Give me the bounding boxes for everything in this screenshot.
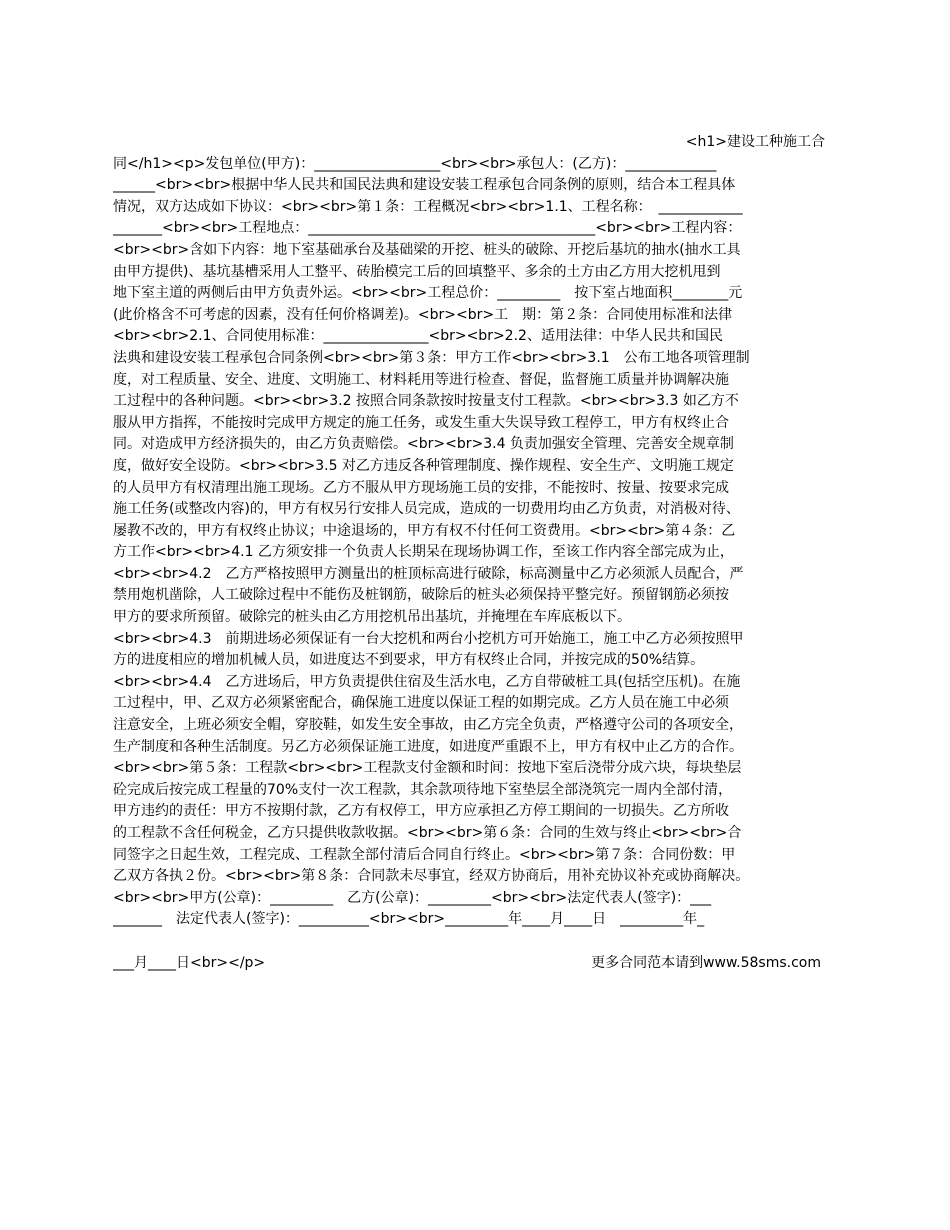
text-line: 服从甲方指挥，不能按时完成甲方规定的施工任务，或发生重大失误导致工程停工，甲方有权终止合 bbox=[113, 414, 729, 431]
text-line: 屡教不改的，甲方有权终止协议；中途退场的，甲方有权不付任何工资费用。<br><br>第４条：乙 bbox=[113, 522, 736, 539]
text-line: 同签字之日起生效，工程完成、工程款全部付清后合同自行终止。<br><br>第７条：合同份数：甲 bbox=[113, 846, 736, 863]
text-line: 的人员甲方有权清理出施工现场。乙方不服从甲方现场施工员的安排，不能按时、按量、按要求完成 bbox=[113, 479, 729, 496]
text-line bbox=[113, 931, 837, 953]
text-line: 生产制度和各种生活制度。另乙方必须保证施工进度，如进度严重跟不上，甲方有权中止乙方的合作。 bbox=[113, 738, 743, 755]
text-line: 注意安全，上班必须安全帽，穿胶鞋，如发生安全事故，由乙方完全负责，严格遵守公司的各项安全， bbox=[113, 717, 743, 734]
text-line: <br><br>含如下内容：地下室基础承台及基础梁的开挖、桩头的破除、开挖后基坑的抽水(抽水工具 bbox=[113, 241, 741, 258]
text-line: 情况，双方达成如下协议：<br><br>第１条：工程概况<br><br>1.1、工程名称： ____________ bbox=[113, 198, 743, 215]
text-line: 方的进度相应的增加机械人员，如进度达不到要求，甲方有权终止合同，并按完成的50%结算。 bbox=[113, 652, 705, 669]
text-line: 度，对工程质量、安全、进度、文明施工、材料耗用等进行检查、督促，监督施工质量并协调解决施 bbox=[113, 371, 729, 388]
text-line: 甲方的要求所预留。破除完的桩头由乙方用挖机吊出基坑，并掩埋在车库底板以下。 bbox=[113, 609, 631, 626]
text-line: <br><br>4.4 乙方进场后，甲方负责提供住宿及生活水电，乙方自带破桩工具(包括空压机)。在施 bbox=[113, 673, 741, 690]
text-line: 的工程款不含任何税金，乙方只提供收款收据。<br><br>第６条：合同的生效与终止<br><br>合 bbox=[113, 825, 742, 841]
text-line: 砼完成后按完成工程量的70%支付一次工程款，其余款项待地下室垫层全部浇筑完一周内全部付清， bbox=[113, 781, 733, 798]
text-line: 禁用炮机凿除，人工破除过程中不能伤及桩钢筋，破除后的桩头必须保持平整完好。预留钢筋必须按 bbox=[113, 587, 729, 604]
text-line: <br><br>第５条：工程款<br><br>工程款支付金额和时间：按地下室后浇带分成六块，每块垫层 bbox=[113, 760, 742, 777]
text-line: <br><br>4.3 前期进场必须保证有一台大挖机和两台小挖机方可开始施工，施工中乙方必须按照甲 bbox=[113, 630, 744, 647]
text-line: 工过程中的各种问题。<br><br>3.2 按照合同条款按时按量支付工程款。<br><br>3.3 如乙方不 bbox=[113, 393, 739, 410]
text-line: 度，做好安全设防。<br><br>3.5 对乙方违反各种管理制度、操作规程、安全生产、文明施工规定 bbox=[113, 457, 734, 474]
contract-document bbox=[113, 132, 837, 974]
footer-note: 更多合同范本请到www.58sms.com bbox=[591, 954, 821, 971]
last-line-with-footer bbox=[113, 953, 837, 975]
text-line: _______<br><br>工程地点：_________________________________________<br><br>工程内容： bbox=[113, 220, 742, 237]
text-line: 施工任务(或整改内容)的，甲方有权另行安排人员完成，造成的一切费用均由乙方负责，对消极对待、 bbox=[113, 501, 740, 518]
document-title-line: <h1>建设工种施工合 bbox=[685, 134, 825, 150]
text-line: 地下室主道的两侧后由甲方负责外运。<br><br>工程总价：_________ 按下室占地面积________元 bbox=[113, 285, 743, 302]
text-line: ______<br><br>根据中华人民共和国民法典和建设安装工程承包合同条例的原则，结合本工程具体 bbox=[113, 177, 736, 194]
text-line: 同</h1><p>发包单位(甲方)：__________________<br><br>承包人：(乙方)：_____________ bbox=[113, 155, 717, 172]
text-line: _______ 法定代表人(签字)：__________<br><br>_________年____月____日 _________年_ bbox=[113, 911, 705, 928]
text-line: <br><br>甲方(公章)：_________ 乙方(公章)：_________<br><br>法定代表人(签字)：___ bbox=[113, 889, 712, 906]
text-line: 甲方违约的责任：甲方不按期付款，乙方有权停工，甲方应承担乙方停工期间的一切损失。乙方所收 bbox=[113, 803, 729, 820]
text-line: 方工作<br><br>4.1 乙方须安排一个负责人长期呆在现场协调工作，至该工作内容全部完成为止， bbox=[113, 544, 734, 561]
text-line: <br><br>2.1、合同使用标准：_______________<br><br>2.2、适用法律：中华人民共和国民 bbox=[113, 328, 723, 345]
text-line: 乙双方各执２份。<br><br>第８条：合同款未尽事宜，经双方协商后，用补充协议补充或协商解决。 bbox=[113, 868, 750, 885]
text-line: (此价格含不可考虑的因素，没有任何价格调差)。<br><br>工 期：第２条：合同使用标准和法律 bbox=[113, 306, 733, 323]
text-line: ___月____日<br></p> bbox=[113, 954, 266, 971]
text-line: 法典和建设安装工程承包合同条例<br><br>第３条：甲方工作<br><br>3.1 公布工地各项管理制 bbox=[113, 349, 750, 366]
text-line: 工过程中，甲、乙双方必须紧密配合，确保施工进度以保证工程的如期完成。乙方人员在施工中必须 bbox=[113, 695, 729, 712]
text-line: <br><br>4.2 乙方严格按照甲方测量出的桩顶标高进行破除，标高测量中乙方必须派人员配合，严 bbox=[113, 565, 744, 582]
text-line: 同。对造成甲方经济损失的，由乙方负责赔偿。<br><br>3.4 负责加强安全管理、完善安全规章制 bbox=[113, 436, 734, 453]
text-line: 由甲方提供)、基坑基槽采用人工整平、砖胎模完工后的回填整平、多余的土方由乙方用大挖机甩到 bbox=[113, 263, 721, 280]
